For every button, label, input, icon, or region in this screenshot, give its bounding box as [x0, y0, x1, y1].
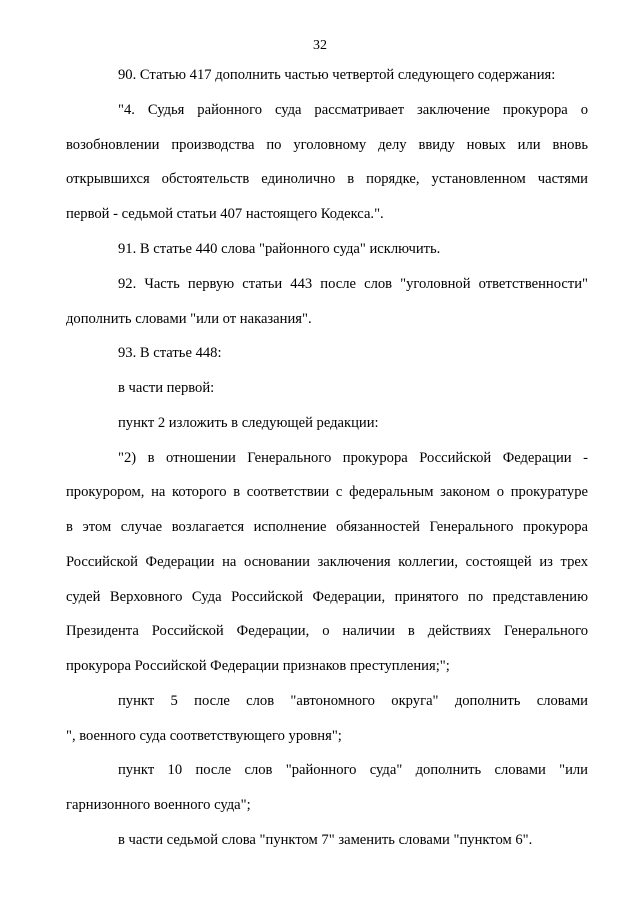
- quote-2-line-7: прокурора Российской Федерации признаков преступления;";: [66, 658, 450, 674]
- item-90-line-1: 90. Статью 417 дополнить частью четвертой следующего содержания:: [118, 67, 556, 83]
- quote-2-line-4: Российской Федерации на основании заключения коллегии, состоящей из трех: [66, 554, 588, 570]
- point-10-line-2: гарнизонного военного суда";: [66, 797, 251, 813]
- quote-4-line-2: возобновлении производства по уголовному делу ввиду новых или вновь: [66, 137, 588, 153]
- quote-2-line-1: "2) в отношении Генерального прокурора Российской Федерации -: [118, 450, 588, 466]
- quote-2-line-6: Президента Российской Федерации, о наличии в действиях Генерального: [66, 623, 588, 639]
- quote-4-line-1: "4. Судья районного суда рассматривает заключение прокурора о: [118, 102, 588, 118]
- quote-2-line-2: прокурором, на которого в соответствии с федеральным законом о прокуратуре: [66, 484, 588, 500]
- item-92-line-2: дополнить словами "или от наказания".: [66, 311, 312, 327]
- item-91-line-1: 91. В статье 440 слова "районного суда" исключить.: [118, 241, 441, 257]
- item-92-line-1: 92. Часть первую статьи 443 после слов "уголовной ответственности": [118, 276, 588, 292]
- part-one-line: в части первой:: [118, 380, 215, 396]
- page-number: 32: [313, 38, 327, 53]
- quote-2-line-5: судей Верховного Суда Российской Федерации, принятого по представлению: [66, 589, 588, 605]
- point-10-line-1: пункт 10 после слов "районного суда" дополнить словами "или: [118, 762, 588, 778]
- point-5-line-2: ", военного суда соответствующего уровня";: [66, 728, 342, 744]
- quote-2-line-3: в этом случае возлагается исполнение обязанностей Генерального прокурора: [66, 519, 588, 535]
- part-seven-line: в части седьмой слова "пунктом 7" заменить словами "пунктом 6".: [118, 832, 533, 848]
- quote-4-line-3: открывшихся обстоятельств единолично в порядке, установленном частями: [66, 171, 588, 187]
- quote-4-line-4: первой - седьмой статьи 407 настоящего Кодекса.".: [66, 206, 384, 222]
- point-2-intro-line: пункт 2 изложить в следующей редакции:: [118, 415, 379, 431]
- point-5-line-1: пункт 5 после слов "автономного округа" дополнить словами: [118, 693, 588, 709]
- item-93-line-1: 93. В статье 448:: [118, 345, 222, 361]
